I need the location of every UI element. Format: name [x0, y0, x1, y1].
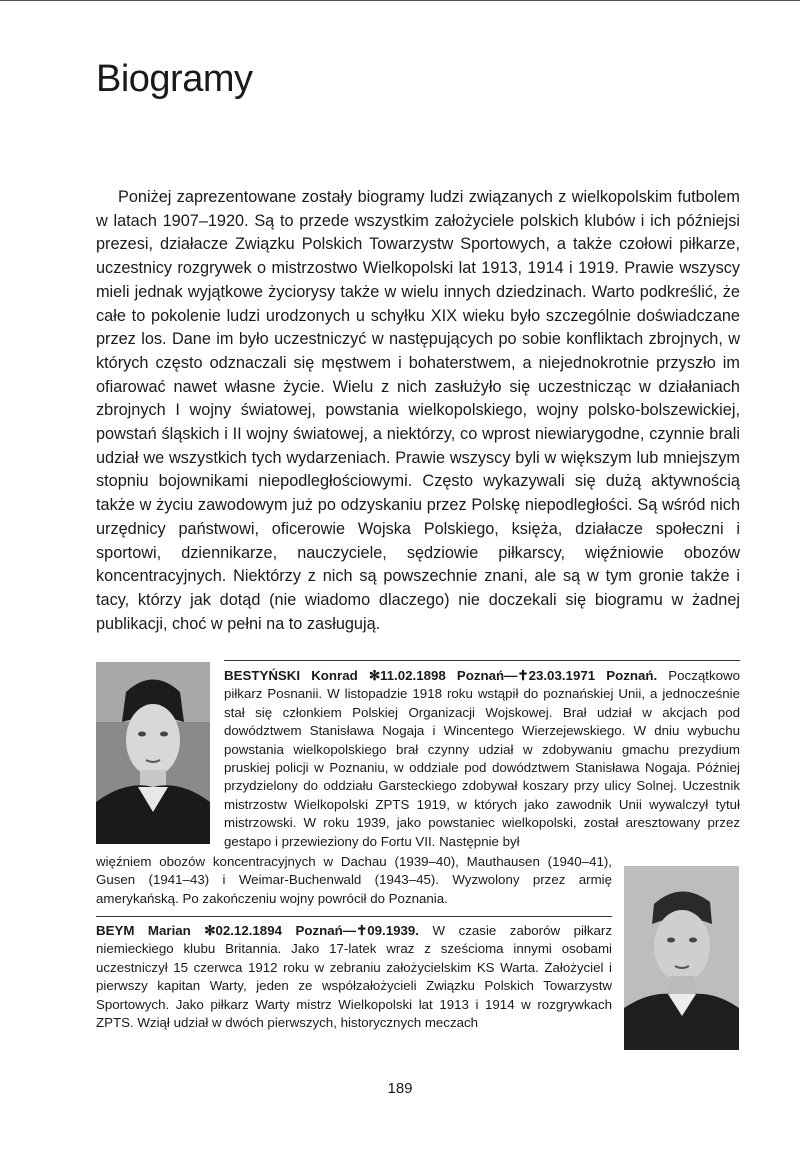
bio-beym — [96, 922, 612, 1032]
bio-divider — [96, 916, 612, 917]
top-rule — [0, 0, 800, 1]
bio-text: W czasie zaborów piłkarz niemieckiego klubu Britannia. Jako 17-latek wraz z sześcioma innymi osobami uczestniczył 15 czerwca 1912 roku w zebraniu założycielskim KS Warta. Założyciel i pierwszy kapitan Warty, jeden ze współzałożycieli Związku Polskich Towarzystw Sportowych. Jako piłkarz Warty mistrz Wielkopolski lat 1913 i 1914 w rozgrywkach ZPTS. Wziął udział w dwóch pierwszych, historycznych meczach — [96, 923, 613, 1031]
bio-divider — [224, 660, 740, 661]
bio-heading: BESTYŃSKI Konrad ✻11.02.1898 Poznań—✝23.03.1971 Poznań. — [224, 668, 658, 683]
portrait-photo-bestynski — [96, 662, 210, 844]
portrait-photo-beym — [624, 866, 739, 1050]
bio-bestynski-part1 — [224, 667, 740, 851]
bio-text: Początkowo piłkarz Posnanii. W listopadzie 1918 roku wstąpił do poznańskiej Unii, a jednocześnie stał się członkiem Polskiej Organizacji Wojskowej. Brał udział w akcjach pod dowództwem Stanisława Nogaja i Wincentego Wierzejewskiego. W dniu wybuchu powstania wielkopolskiego brał czynny udział w zdobywaniu gmachu prezydium pruskiej policji w Poznaniu, w oddziale pod dowództwem Stanisława Nogaja. Później przydzielony do oddziału Garsteckiego zdobywał koszary przy ulicy Solnej. Uczestnik mistrzostw Wielkopolski ZPTS 1919, w których jako zawodnik Unii wywalczył tytuł mistrzowski. W roku 1939, jako powstaniec wielkopolski, został aresztowany przez gestapo i przewieziony do Fortu VII. Następnie był — [224, 668, 740, 849]
bio-bestynski-part2: więźniem obozów koncentracyjnych w Dachau (1939–40), Mauthausen (1940–41), Gusen (1941–43) i Weimar-Buchenwald (1943–45). Wyzwolony przez armię amerykańską. Po zakończeniu wojny powrócił do Poznania. — [96, 854, 612, 906]
intro-paragraph: Poniżej zaprezentowane zostały biogramy ludzi związanych z wielkopolskim futbolem w latach 1907–1920. Są to przede wszystkim założyciele polskich klubów i ich późniejsi prezesi, działacze Związku Polskich Towarzystw Sportowych, a także czołowi piłkarze, uczestnicy rozgrywek o mistrzostwo Wielkopolski lat 1913, 1914 i 1919. Prawie wszyscy mieli jednak wyjątkowe życiorysy także w wielu innych dziedzinach. Warto podkreślić, że całe to pokolenie ludzi urodzonych u schyłku XIX wieku było szczególnie doświadczane przez los. Dane im było uczestniczyć w następujących po sobie konfliktach zbrojnych, w których często odznaczali się męstwem i bohaterstwem, a niejednokrotnie przyszło im ofiarować nawet własne życie. Wielu z nich zasłużyło się uczestnicząc w działaniach zbrojnych I wojny światowej, powstania wielkopolskiego, wojny polsko-bolszewickiej, powstań śląskich i II wojny światowej, a niektórzy, co wprost niewiarygodne, czynnie brali udział we wszystkich tych wydarzeniach. Prawie wszyscy byli w większym lub mniejszym stopniu bojownikami niepodległościowymi. Często wykazywali się dużą aktywnością także w życiu zawodowym już po odzyskaniu przez Polskę niepodległości. Są wśród nich urzędnicy państwowi, oficerowie Wojska Polskiego, księża, działacze społeczni i sportowi, dziennikarze, nauczyciele, sędziowie piłkarscy, więźniowie obozów koncentracyjnych. Niektórzy z nich są powszechnie znani, ale są w tym gronie także i tacy, którzy jak dotąd (nie wiadomo dlaczego) nie doczekali się biogramu w żadnej publikacji, choć w pełni na to zasługują. — [96, 188, 740, 633]
bio-heading: BEYM Marian ✻02.12.1894 Poznań—✝09.1939. — [96, 923, 419, 938]
page-number: 189 — [387, 1080, 413, 1097]
page-title: Biogramy — [96, 58, 253, 100]
